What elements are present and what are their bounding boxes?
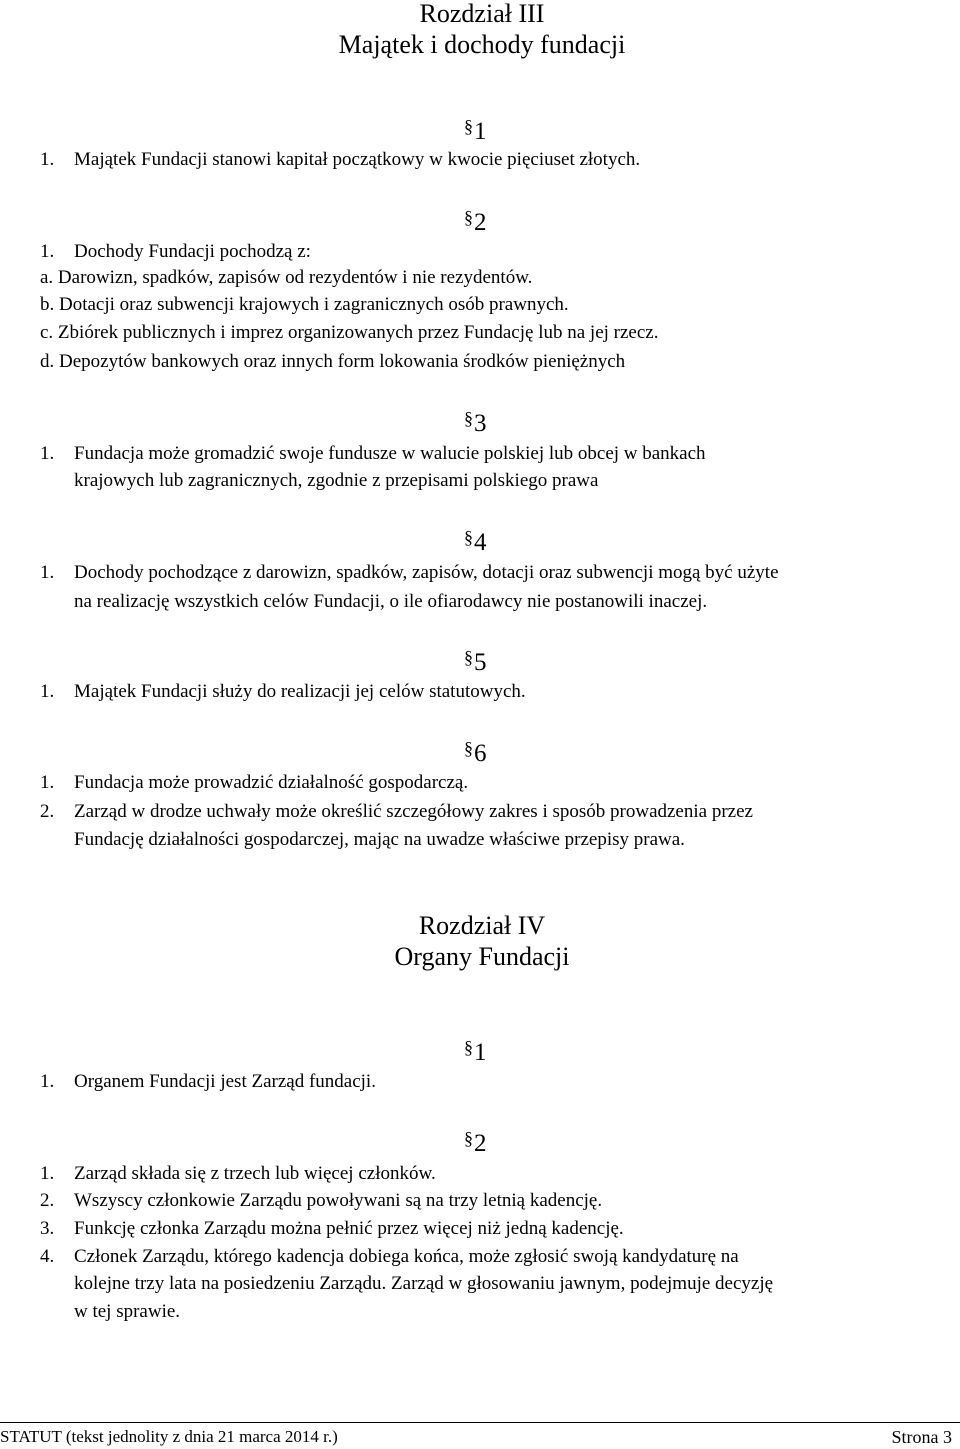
paragraph-heading: §3: [464, 408, 487, 437]
chapter-3-header: [0, 0, 960, 60]
paragraph-heading: §2: [464, 207, 487, 236]
paragraph-heading: §4: [464, 527, 487, 556]
chapter-4-header: [0, 910, 960, 972]
chapter-heading: Rozdział IV: [418, 911, 546, 940]
chapter-title: Organy Fundacji: [394, 942, 570, 971]
paragraph-heading: §5: [464, 647, 487, 676]
chapter-title: Majątek i dochody fundacji: [338, 30, 626, 59]
paragraph-heading: §1: [464, 116, 487, 145]
paragraph-heading: §2: [464, 1128, 487, 1157]
paragraph-heading: §6: [464, 738, 487, 767]
footer-document-title: STATUT (tekst jednolity z dnia 21 marca 2014 r.): [0, 1427, 338, 1446]
page-footer: [0, 1422, 960, 1446]
footer-divider: [0, 1422, 960, 1423]
paragraph-heading: §1: [464, 1037, 487, 1066]
chapter-heading: Rozdział III: [419, 0, 545, 28]
footer-page-number: Strona 3: [891, 1427, 952, 1447]
